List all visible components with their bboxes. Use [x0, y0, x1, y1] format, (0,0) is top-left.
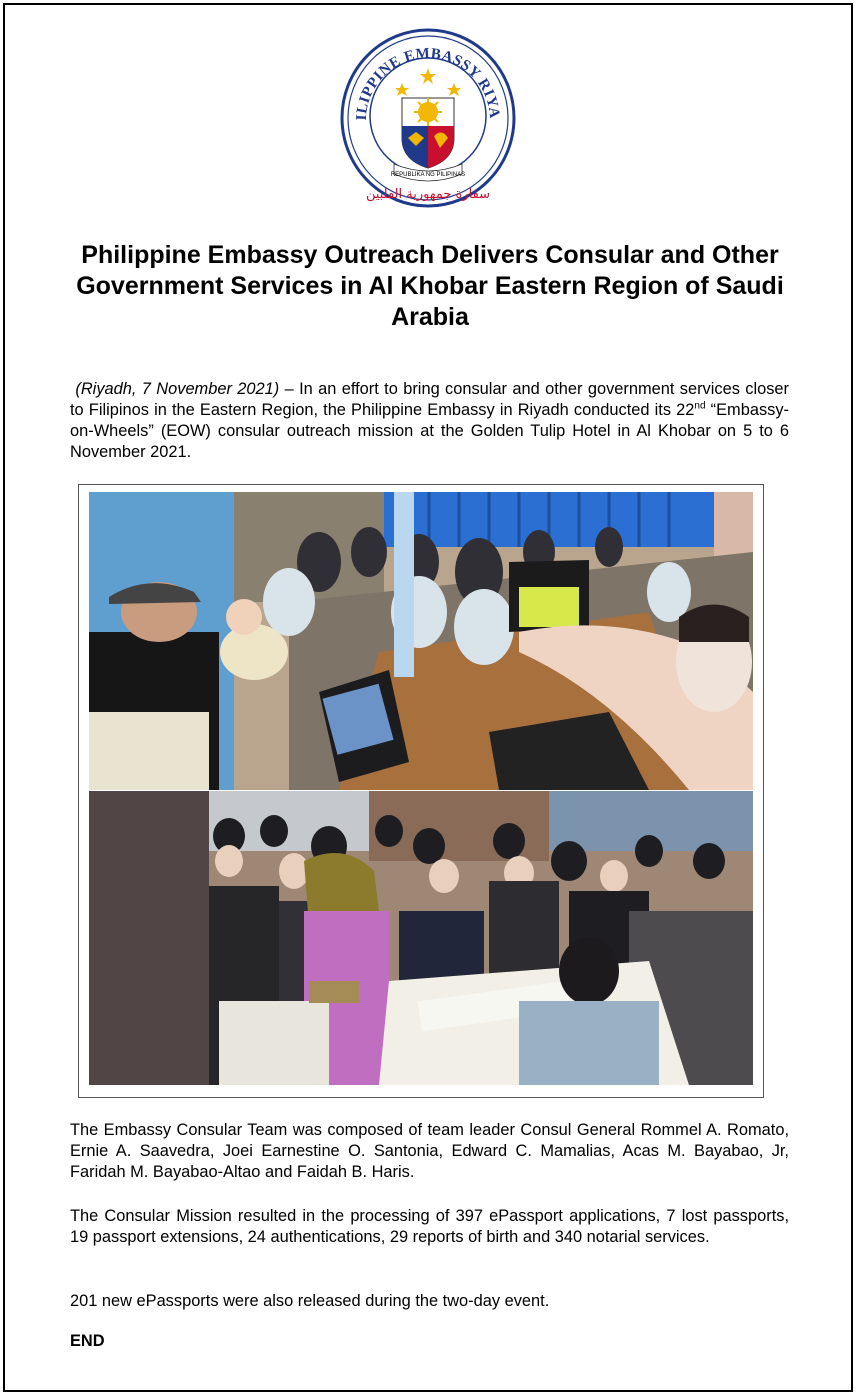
seal-arabic-text: سفارة جمهورية الفلبين — [365, 187, 491, 202]
release-paragraph: 201 new ePassports were also released during the two-day event. — [70, 1292, 550, 1310]
article-title: Philippine Embassy Outreach Delivers Consular and Other Government Services in Al Khobar Eastern Region of Saudi Arabia — [76, 241, 784, 331]
seal-top-text: ILIPPINE EMBASSY RIYA — [353, 45, 503, 121]
team-paragraph: The Embassy Consular Team was composed of team leader Consul General Rommel A. Romato, Ernie A. Saavedra, Joei Earnestine O. Santonia, Edward C. Mamalias, Acas M. Bayabao, Jr, Faridah M. Bayabao-Altao and Faidah B. Haris. — [70, 1121, 789, 1181]
intro-text-a: – In an effort to bring consular and other government services closer to Filipinos in the Eastern Region, the Philippine Embassy in Riyadh conducted its 22 — [70, 380, 790, 419]
photo-crowd-processing — [89, 791, 753, 1085]
dateline: (Riyadh, 7 November 2021) — [75, 380, 280, 398]
seal-banner-text: REPUBLIKA NG PILIPINAS — [390, 172, 466, 178]
results-paragraph: The Consular Mission resulted in the processing of 397 ePassport applications, 7 lost passports, 19 passport extensions, 24 authentications, 29 reports of birth and 340 notarial services. — [70, 1207, 789, 1246]
photo-biometric-capture — [89, 492, 753, 790]
ordinal-suffix: nd — [694, 400, 706, 412]
intro-paragraph — [70, 379, 789, 463]
embassy-seal — [340, 28, 516, 208]
end-marker: END — [70, 1332, 105, 1350]
intro-text-b: “Embassy-on-Wheels” (EOW) consular outreach mission at the Golden Tulip Hotel in Al Khobar on 5 to 6 November 2021. — [70, 401, 789, 461]
